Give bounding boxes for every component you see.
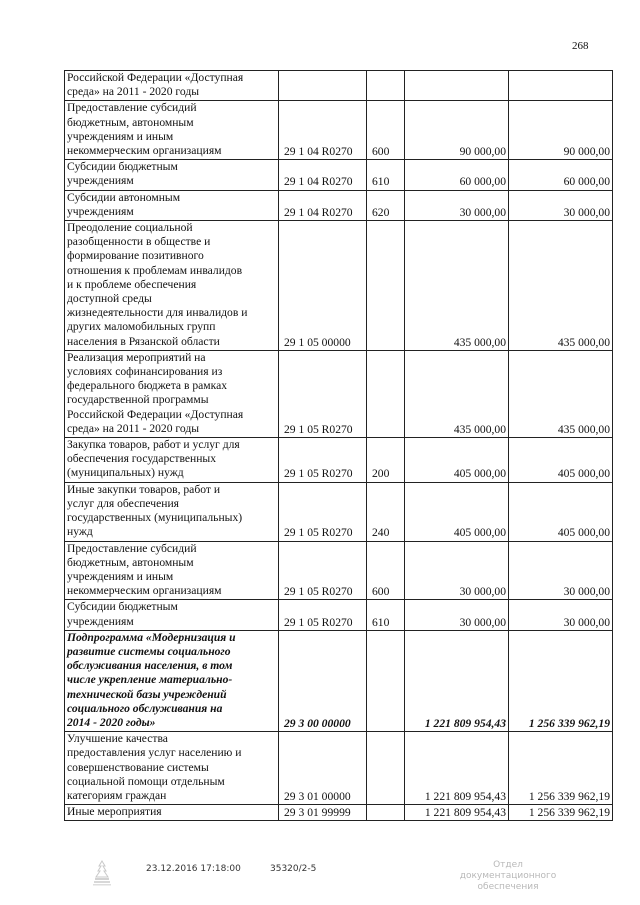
row-name-line: условиях софинансирования из xyxy=(67,365,223,379)
row-name-line: Российской Федерации «Доступная xyxy=(67,71,244,84)
row-name-line: жизнедеятельности для инвалидов и xyxy=(67,306,248,320)
row-name-line: государственной программы xyxy=(67,393,209,407)
row-name-cell xyxy=(65,101,279,160)
row-code-cell: 29 3 01 99999 xyxy=(279,805,367,821)
row-amount-year2-cell xyxy=(509,71,613,101)
row-amount-year2-cell: 90 000,00 xyxy=(509,101,613,160)
row-name-line: 2014 - 2020 годы» xyxy=(67,715,156,729)
row-name-cell xyxy=(65,71,279,101)
table-row xyxy=(65,71,613,101)
row-expense-type-cell xyxy=(367,221,405,351)
row-name-line: Субсидии бюджетным xyxy=(67,160,178,174)
row-expense-type-cell: 610 xyxy=(367,160,405,190)
row-amount-year2-cell: 435 000,00 xyxy=(509,221,613,351)
row-name-line: разобщенности в обществе и xyxy=(67,235,211,249)
row-name-line: Подпрограмма «Модернизация и xyxy=(67,630,236,644)
row-name-line: нужд xyxy=(67,525,93,539)
stamp-line: Отдел документационного xyxy=(459,860,557,881)
row-name-line: бюджетным, автономным xyxy=(67,115,194,129)
row-name-cell xyxy=(65,732,279,805)
row-name-cell xyxy=(65,482,279,541)
row-name-line: отношения к проблемам инвалидов xyxy=(67,263,243,277)
row-amount-year1-cell: 1 221 809 954,43 xyxy=(405,630,509,731)
row-name-cell xyxy=(65,350,279,437)
row-code-cell: 29 1 04 R0270 xyxy=(279,101,367,160)
page-number: 268 xyxy=(572,40,589,52)
row-name-line: других маломобильных групп xyxy=(67,320,216,334)
row-name-line: Преодоление социальной xyxy=(67,221,193,235)
row-name-line: Реализация мероприятий на xyxy=(67,350,206,364)
row-amount-year1-cell: 30 000,00 xyxy=(405,600,509,630)
row-amount-year2-cell: 435 000,00 xyxy=(509,350,613,437)
row-name-line: и к проблеме обеспечения xyxy=(67,277,197,291)
table-row xyxy=(65,101,613,160)
row-code-cell: 29 1 04 R0270 xyxy=(279,160,367,190)
table-row xyxy=(65,630,613,731)
row-name-line: обслуживания населения, в том xyxy=(67,659,233,673)
row-name-line: совершенствование системы xyxy=(67,760,209,774)
row-name-line: Российской Федерации «Доступная xyxy=(67,407,244,421)
row-amount-year2-cell: 30 000,00 xyxy=(509,190,613,220)
row-amount-year1-cell: 435 000,00 xyxy=(405,221,509,351)
row-name-line: доступной среды xyxy=(67,292,152,306)
row-amount-year2-cell: 405 000,00 xyxy=(509,482,613,541)
row-name-line: учреждениям xyxy=(67,204,134,218)
row-name-line: федерального бюджета в рамках xyxy=(67,379,228,393)
table-row xyxy=(65,541,613,600)
row-expense-type-cell: 600 xyxy=(367,541,405,600)
row-name-line: учреждениям xyxy=(67,174,134,188)
row-code-cell: 29 1 05 R0270 xyxy=(279,541,367,600)
row-name-line: учреждениям и иным xyxy=(67,129,174,143)
row-amount-year2-cell: 1 256 339 962,19 xyxy=(509,732,613,805)
row-amount-year1-cell: 405 000,00 xyxy=(405,482,509,541)
row-code-cell xyxy=(279,71,367,101)
row-name-line: среда» на 2011 - 2020 годы xyxy=(67,85,200,99)
row-amount-year2-cell: 1 256 339 962,19 xyxy=(509,630,613,731)
row-name-line: социальной помощи отдельным xyxy=(67,774,225,788)
row-name-line: Улучшение качества xyxy=(67,732,168,746)
row-expense-type-cell xyxy=(367,732,405,805)
row-expense-type-cell: 610 xyxy=(367,600,405,630)
stamp-line: обеспечения xyxy=(477,882,539,892)
row-code-cell: 29 3 00 00000 xyxy=(279,630,367,731)
row-name-line: учреждениям xyxy=(67,614,134,628)
row-name-line: категориям граждан xyxy=(67,788,167,802)
table-row xyxy=(65,805,613,821)
department-stamp xyxy=(448,860,568,893)
row-name-line: государственных (муниципальных) xyxy=(67,511,243,525)
table-row xyxy=(65,221,613,351)
emblem-icon xyxy=(92,860,112,886)
row-name-line: развитие системы социального xyxy=(67,644,231,658)
row-name-line: числе укрепление материально- xyxy=(67,673,233,687)
row-code-cell: 29 1 05 R0270 xyxy=(279,600,367,630)
row-expense-type-cell: 620 xyxy=(367,190,405,220)
row-amount-year1-cell: 1 221 809 954,43 xyxy=(405,805,509,821)
row-name-line: среда» на 2011 - 2020 годы xyxy=(67,421,200,435)
row-name-line: обеспечения государственных xyxy=(67,452,217,466)
row-expense-type-cell xyxy=(367,71,405,101)
row-code-cell: 29 1 05 R0270 xyxy=(279,482,367,541)
row-name-line: Субсидии бюджетным xyxy=(67,600,178,614)
row-amount-year1-cell xyxy=(405,71,509,101)
row-code-cell: 29 1 05 R0270 xyxy=(279,438,367,483)
row-name-line: технической базы учреждений xyxy=(67,687,227,701)
budget-table xyxy=(64,70,613,821)
table-row xyxy=(65,600,613,630)
row-code-cell: 29 1 04 R0270 xyxy=(279,190,367,220)
row-expense-type-cell xyxy=(367,805,405,821)
row-amount-year2-cell: 30 000,00 xyxy=(509,600,613,630)
row-name-cell xyxy=(65,541,279,600)
row-name-line: учреждениям и иным xyxy=(67,569,174,583)
table-row xyxy=(65,350,613,437)
budget-table-body xyxy=(65,71,613,821)
row-amount-year2-cell: 1 256 339 962,19 xyxy=(509,805,613,821)
row-name-cell xyxy=(65,630,279,731)
row-code-cell: 29 1 05 00000 xyxy=(279,221,367,351)
row-expense-type-cell xyxy=(367,630,405,731)
row-amount-year2-cell: 60 000,00 xyxy=(509,160,613,190)
row-name-line: некоммерческим организациям xyxy=(67,144,222,158)
table-row xyxy=(65,160,613,190)
row-amount-year1-cell: 30 000,00 xyxy=(405,190,509,220)
table-row xyxy=(65,190,613,220)
row-name-cell xyxy=(65,600,279,630)
row-name-cell xyxy=(65,160,279,190)
row-name-line: социального обслуживания на xyxy=(67,701,223,715)
row-name-cell xyxy=(65,221,279,351)
row-name-line: Иные закупки товаров, работ и xyxy=(67,482,221,496)
row-name-line: Предоставление субсидий xyxy=(67,101,197,115)
row-amount-year1-cell: 1 221 809 954,43 xyxy=(405,732,509,805)
row-amount-year1-cell: 435 000,00 xyxy=(405,350,509,437)
row-amount-year2-cell: 30 000,00 xyxy=(509,541,613,600)
row-name-cell xyxy=(65,190,279,220)
row-name-line: Субсидии автономным xyxy=(67,190,181,204)
row-name-line: формирование позитивного xyxy=(67,249,204,263)
row-amount-year1-cell: 405 000,00 xyxy=(405,438,509,483)
row-amount-year2-cell: 405 000,00 xyxy=(509,438,613,483)
table-row xyxy=(65,732,613,805)
row-code-cell: 29 1 05 R0270 xyxy=(279,350,367,437)
row-name-line: некоммерческим организациям xyxy=(67,584,222,598)
row-name-line: населения в Рязанской области xyxy=(67,334,220,348)
row-name-line: Иные мероприятия xyxy=(67,805,162,819)
row-name-line: Закупка товаров, работ и услуг для xyxy=(67,438,240,452)
row-code-cell: 29 3 01 00000 xyxy=(279,732,367,805)
row-expense-type-cell xyxy=(367,350,405,437)
row-name-line: услуг для обеспечения xyxy=(67,496,179,510)
table-row xyxy=(65,482,613,541)
row-expense-type-cell: 200 xyxy=(367,438,405,483)
row-name-line: (муниципальных) нужд xyxy=(67,466,184,480)
row-name-cell xyxy=(65,805,279,821)
row-amount-year1-cell: 60 000,00 xyxy=(405,160,509,190)
row-expense-type-cell: 240 xyxy=(367,482,405,541)
footer-doc-number: 35320/2-5 xyxy=(270,864,317,874)
row-name-line: предоставления услуг населению и xyxy=(67,746,242,760)
row-amount-year1-cell: 30 000,00 xyxy=(405,541,509,600)
footer-datetime: 23.12.2016 17:18:00 xyxy=(146,864,241,874)
row-name-cell xyxy=(65,438,279,483)
row-name-line: Предоставление субсидий xyxy=(67,541,197,555)
row-name-line: бюджетным, автономным xyxy=(67,555,194,569)
row-expense-type-cell: 600 xyxy=(367,101,405,160)
row-amount-year1-cell: 90 000,00 xyxy=(405,101,509,160)
table-row xyxy=(65,438,613,483)
